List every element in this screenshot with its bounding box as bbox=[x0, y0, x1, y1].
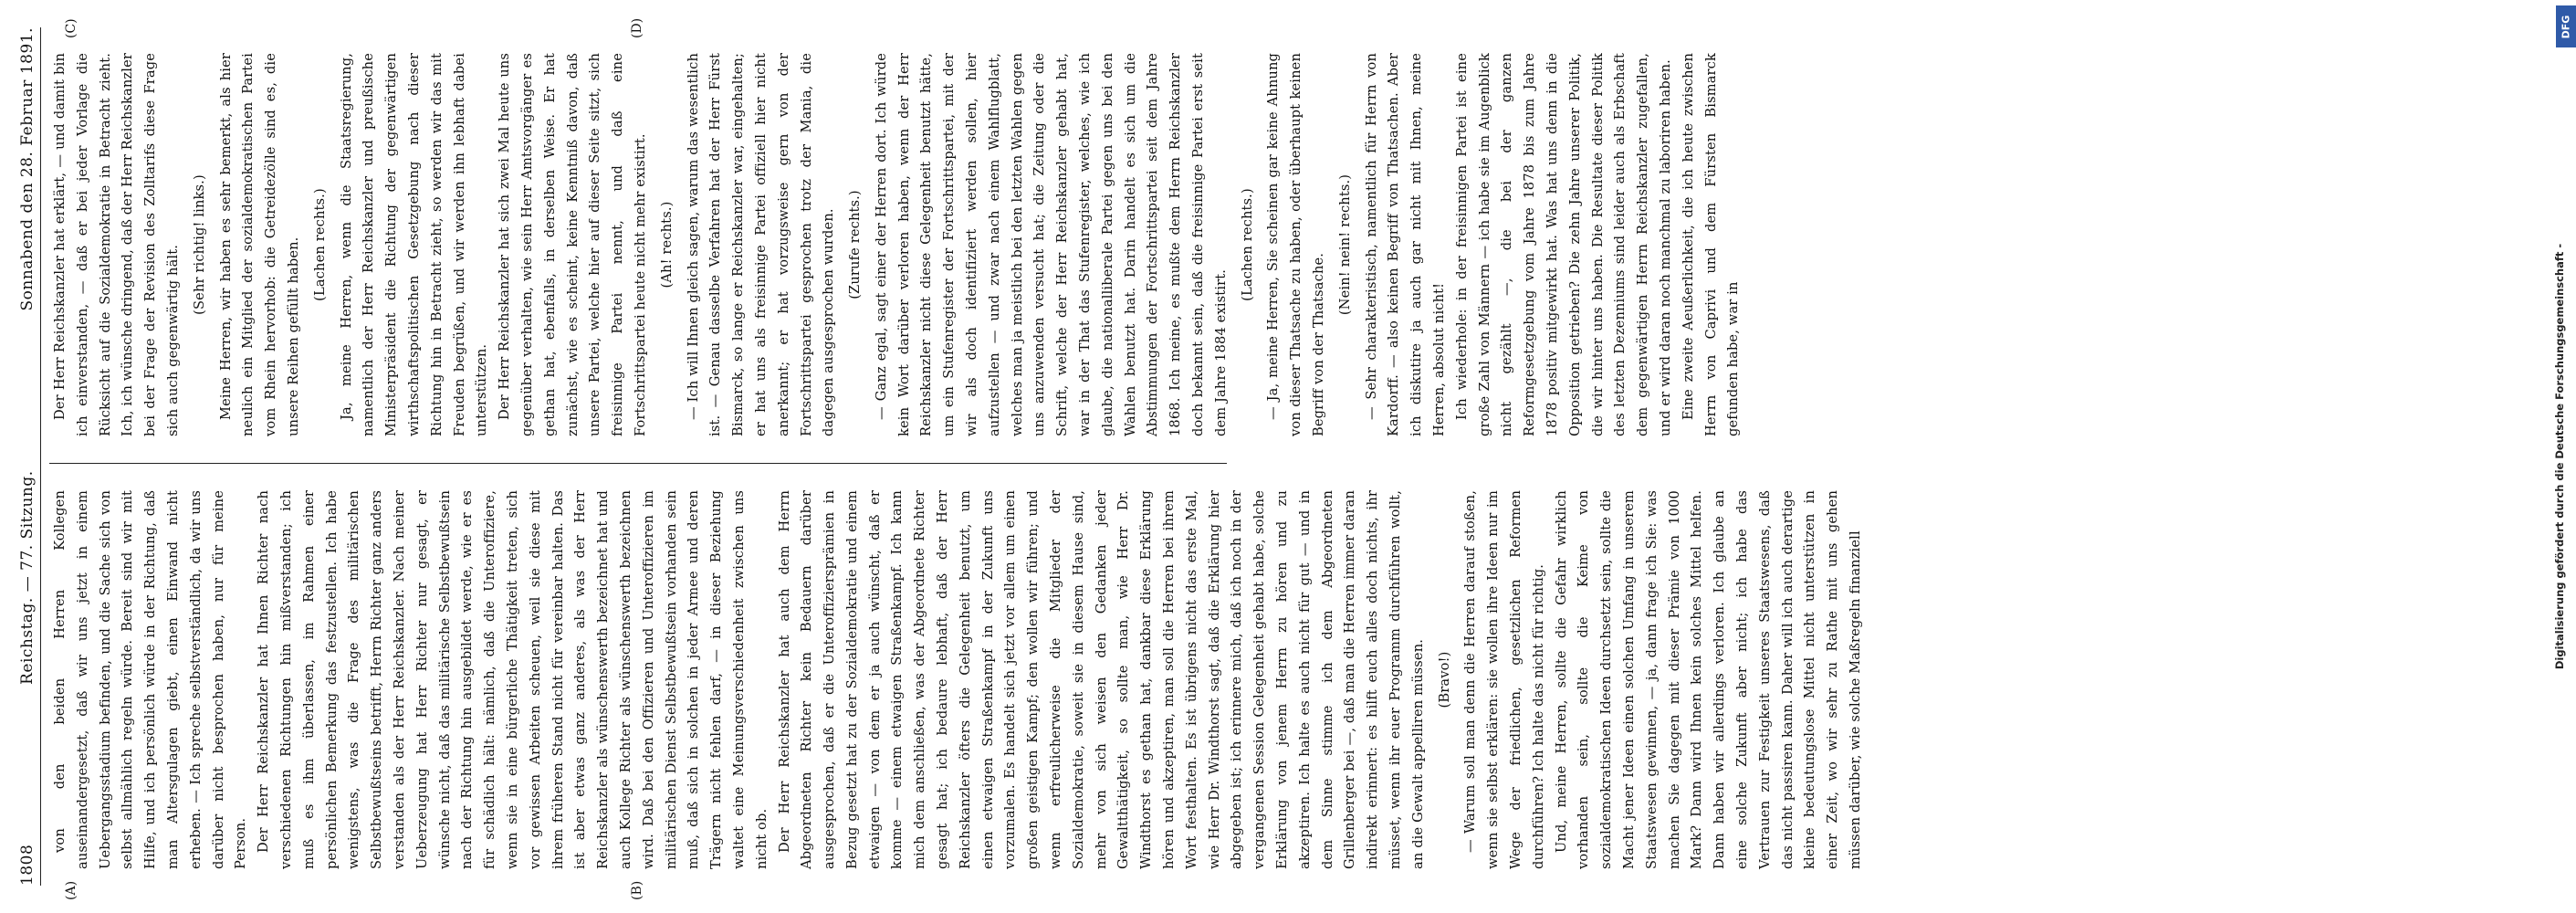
paragraph: von den beiden Herren Kollegen auseinandergesetzt, daß wir uns jetzt in einem Uebergangsstadium befinden, und die Sache sich von selbst allmählich regeln würde. Bereit sind wir mit Hilfe, und ich persönlich würde in der Richtung, daß man Altersgulagen giebt, einen Einwand nicht erheben. — Ich spreche selbstverständlich, da wir uns darüber nicht besprochen haben, nur für meine Person. bbox=[52, 490, 249, 869]
interjection: (Lachen rechts.) bbox=[311, 188, 328, 301]
left-column bbox=[49, 490, 1863, 869]
header-center bbox=[18, 470, 37, 685]
session-label: — 77. Sitzung. bbox=[18, 470, 37, 593]
page-header bbox=[9, 27, 37, 886]
paragraph: Der Herr Reichskanzler hat auch dem Herrn Abgeordneten Richter kein Bedauern darüber ausgesprochen, daß er die Unteroffiziersprämien in Bezug gesetzt hat zu der Sozialdemokratie und einem etwaigen — von dem er ja auch wünscht, daß er komme — einem etwaigen Straßenkampf. Ich kann mich dem anschließen, was der Abgeordnete Richter gesagt hat; ich bedaure lebhaft, daß der Herr Reichskanzler öfters die Gelegenheit benutzt, um einen etwaigen Straßenkampf in der Zukunft uns vorzumalen. Es handelt sich jetzt vor allem um einen großen geistigen Kampf; den wollen wir führen; und wenn erfreulicherweise die Mitglieder der Sozialdemokratie, soweit sie in diesem Hause sind, mehr von sich weisen den Gedanken jeder Gewaltthätigkeit, so sollte man, wie Herr Dr. Windthorst es gethan hat, dankbar diese Erklärung hören und akzeptiren, man soll die Herren bei ihrem Wort festhalten. Es ist übrigens nicht das erste Mal, wie Herr Dr. Windthorst sagt, daß die Erklärung hier abgegeben ist; ich erinnere mich, daß ich noch in der vergangenen Session Gelegenheit gehabt habe, solche Erklärung von jenem Herrn zu hören und zu akzeptiren. Ich halte es auch nicht für gut — und in dem Sinne stimme ich dem Abgeordneten Grillenberger bei —, daß man die Herren immer daran indirekt erinnert: es hilft euch alles doch nichts, ihr müsset, wenn ihr euer Programm durchführen wollt, an die Gewalt appelliren müssen. bbox=[776, 490, 1426, 869]
paragraph: — Sehr charakteristisch, namentlich für Herrn von Kardorff. — also keinen Begriff von Thatsachen. Aber ich diskutire ja auch gar nicht mit Ihnen, meine Herren, absolut nicht! bbox=[1363, 53, 1448, 436]
margin-mark-c: (C) bbox=[64, 18, 79, 38]
session-date: Sonnabend den 28. Februar 1891. bbox=[18, 27, 37, 311]
interjection: (Lachen rechts.) bbox=[1239, 188, 1255, 301]
column-divider bbox=[49, 463, 1227, 464]
digitization-credit: Digitalisierung gefördert durch die Deutsche Forschungsgemeinschaft - bbox=[2553, 243, 2566, 670]
dfg-logo: DFG bbox=[2556, 5, 2576, 47]
paragraph: Ja, meine Herren, wenn die Staatsregierung, namentlich der Herr Reichskanzler und preußische Ministerpräsident die Richtung der gegenwärtigen wirthschaftspolitischen Gesetzgebung nach dieser Richtung hin in Betracht zieht, so werden wir das mit Freuden begrüßen, und wir werden ihn lebhaft dabei unterstützen. bbox=[338, 53, 490, 436]
interjection: (Sehr richtig! links.) bbox=[191, 174, 207, 315]
interjection: (Nein! nein! rechts.) bbox=[1336, 173, 1353, 316]
interjection: (Bravo!) bbox=[1436, 651, 1452, 708]
paragraph: Der Herr Reichskanzler hat sich zwei Mal heute uns gegenüber verhalten, wie sein Herr Amtsvorgänger es gethan hat, ebenfalls, in derselben Weise. Er hat zunächst, wie es scheint, keine Kenntniß davon, daß unsere Partei, welche hier auf dieser Seite sitzt, sich freisinnige Partei nennt, und daß eine Fortschrittspartei heute nicht mehr existirt. bbox=[497, 53, 648, 436]
header-rule bbox=[40, 27, 41, 886]
paragraph: Ich wiederhole: in der freisinnigen Partei ist eine große Zahl von Männern — ich habe sie im Augenblick nicht gezählt —, die bei der ganzen Reformgesetzgebung vom Jahre 1878 bis zum Jahre 1878 positiv mitgewirkt hat. Was hat uns denn in die Opposition getrieben? Die zehn Jahre unserer Politik, die wir hinter uns haben. Die Resultate dieser Politik des letzten Dezenniums sind leider auch als Erbschaft dem gegenwärtigen Herrn Reichskanzler zugefallen, und er wird daran noch manchmal zu laboriren haben. bbox=[1453, 53, 1673, 436]
interjection: (Zurufe rechts.) bbox=[847, 190, 864, 299]
paragraph: — Ja, meine Herren, Sie scheinen gar keine Ahnung von dieser Thatsache zu haben, oder überhaupt keinen Begriff von der Thatsache. bbox=[1265, 53, 1327, 436]
paragraph: — Ganz egal, sagt einer der Herren dort. Ich würde kein Wort darüber verloren haben, wenn der Herr Reichskanzler nicht diese Gelegenheit benutzt hätte, um ein Stufenregister der Fortschrittspartei, mit der wir als doch identifiziert werden sollen, hier aufzustellen — und zwar nach einem Wahlflugblatt, welches man ja meistlich bei den letzten Wahlen gegen uns anzuwenden versucht hat; die Zeitung oder die Schrift, welche der Herr Reichskanzler gehabt hat, war in der That das Stufenregister, welches, wie ich glaube, die nationalliberale Partei gegen uns bei den Wahlen benutzt hat. Darin handelt es sich um die Abstimmungen der Fortschrittspartei seit dem Jahre 1868. Ich meine, es mußte dem Herrn Reichskanzler doch bekannt sein, daß die freisinnige Partei erst seit dem Jahre 1884 existirt. bbox=[873, 53, 1229, 436]
paragraph: Der Herr Reichskanzler hat Ihnen Richter nach verschiedenen Richtungen hin mißverstanden; ich muß es ihm überlassen, im Rahmen einer persönlichen Bemerkung das festzustellen. Ich habe wenigstens, was die Frage des militärischen Selbstbewußtseins betrifft, Herrn Richter ganz anders verstanden als der Herr Reichskanzler. Nach meiner Ueberzeugung hat Herr Richter nur gesagt, er wünsche nicht, daß das militärische Selbstbewußtsein nach der Richtung hin ausgebildet werde, wie er es für schädlich hält: nämlich, daß die Unteroffiziere, wenn sie in eine bürgerliche Thätigkeit treten, sich vor gewissen Arbeiten scheuen, weil sie diese mit ihrem früheren Stand nicht für vereinbar halten. Das ist aber etwas ganz anderes, als was der Herr Reichskanzler als wünschenswerth bezeichnet hat und auch Kollege Richter als wünschenswerth bezeichnen wird. Daß bei den Offizieren und Unteroffizieren im militärischen Dienst Selbstbewußtsein vorhanden sein muß, daß sich in solchen in jeder Armee und deren Trägern nicht fehlen darf, — in dieser Beziehung waltet eine Meinungsverschiedenheit zwischen uns nicht ob. bbox=[256, 490, 770, 869]
interjection: (Ah! rechts.) bbox=[658, 201, 675, 289]
margin-mark-a: (A) bbox=[64, 880, 79, 900]
margin-mark-d: (D) bbox=[630, 17, 644, 38]
right-column bbox=[49, 53, 1742, 436]
paragraph: Der Herr Reichskanzler hat erklärt, — und damit bin ich einverstanden, — daß er bei jeder Vorlage die Rücksicht auf die Sozialdemokratie in Betracht zieht. Ich, ich wünsche dringend, daß der Herr Reichskanzler bei der Frage der Revision des Zolltarifs diese Frage sich auch gegenwärtig hält. bbox=[52, 53, 181, 436]
paragraph: — Ich will Ihnen gleich sagen, warum das wesentlich ist. — Genau dasselbe Verfahren hat der Herr Fürst Bismarck, so lange er Reichskanzler war, eingehalten; er hat uns als freisinnige Partei offiziell hier nicht anerkannt; er hat vorzugsweise gern von der Fortschrittspartei gesprochen trotz der Mania, die dagegen ausgesprochen wurden. bbox=[685, 53, 837, 436]
parliament-name: Reichstag. bbox=[18, 597, 37, 685]
paragraph: Und, meine Herren, sollte die Gefahr wirklich vorhanden sein, sollte die Keime von sozialdemokratischen Ideen durchsetzt sein, sollte die Macht jener Ideen einen solchen Umfang in unserem Staatswesen gewinnen, — ja, dann frage ich Sie: was machen Sie dagegen mit dieser Prämie von 1000 Mark? Dann wird Ihnen kein solches Mittel helfen. Dann haben wir allerdings verloren. Ich glaube an eine solche Zukunft aber nicht; ich habe das Vertrauen zur Festigkeit unseres Staatswesens, daß das nicht passiren kann. Daher will ich auch derartige kleine bedeutungslose Mittel nicht unterstützen in einer Zeit, wo wir sehr zu Rathe mit uns gehen müssen darüber, wie solche Maßregeln finanziell bbox=[1553, 490, 1863, 869]
paragraph: — Warum soll man denn die Herren darauf stoßen, wenn sie selbst erklären: sie wollen ihre Ideen nur im Wege der friedlichen, gesetzlichen Reformen durchführen? Ich halte das nicht für richtig. bbox=[1462, 490, 1546, 869]
page-number: 1808 bbox=[18, 844, 37, 886]
paragraph: Meine Herren, wir haben es sehr bemerkt, als hier neulich ein Mitglied der sozialdemokratischen Partei vom Rhein hervorhob: die Getreidezölle sind es, die unsere Reihen gefüllt haben. bbox=[217, 53, 301, 436]
margin-mark-b: (B) bbox=[630, 880, 644, 900]
paragraph: Eine zweite Aeußerlichkeit, die ich heute zwischen Herrn von Caprivi und dem Fürsten Bismarck gefunden habe, war in bbox=[1680, 53, 1742, 436]
